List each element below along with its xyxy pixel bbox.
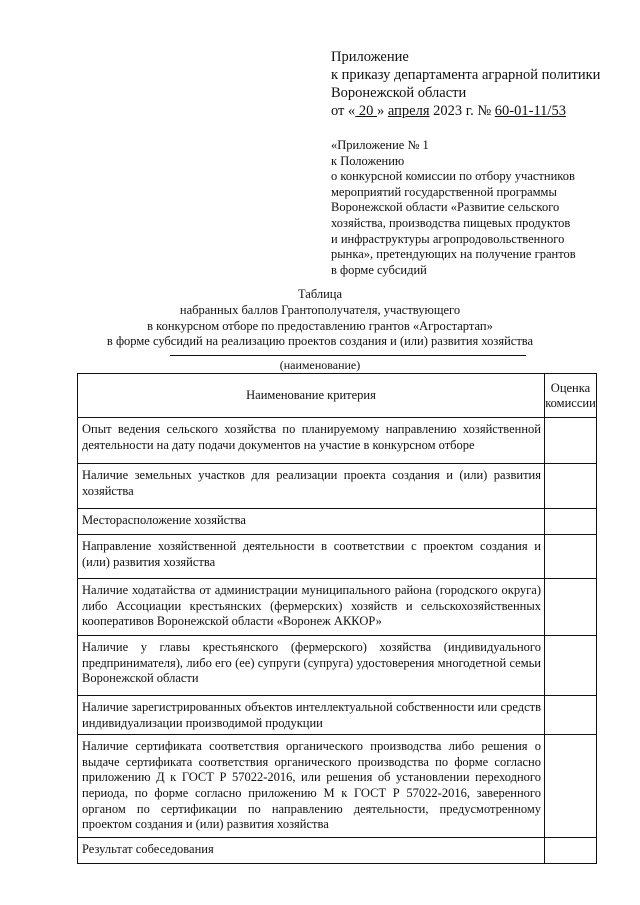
date-day: 20 <box>355 103 378 119</box>
table-row <box>78 735 597 838</box>
criterion-cell: Наличие зарегистрированных объектов интеллектуальной собственности или средств индивидуализации производимой продукции <box>78 696 545 735</box>
title-line: в конкурсном отборе по предоставлению грантов «Агростартап» <box>147 318 493 333</box>
appendix-line: о конкурсной комиссии по отбору участников <box>331 169 575 184</box>
criteria-table <box>77 373 597 864</box>
score-cell[interactable] <box>545 509 597 535</box>
date-prefix: от « <box>331 103 356 119</box>
table-row <box>78 509 597 535</box>
title-line: Таблица <box>297 287 343 301</box>
date-mid: » <box>377 103 388 119</box>
score-cell[interactable] <box>545 838 597 864</box>
date-year: 2023 г. № <box>429 103 495 119</box>
score-cell[interactable] <box>545 579 597 636</box>
table-header-row <box>78 374 597 418</box>
table-title <box>0 287 640 350</box>
col-score-header <box>545 374 597 418</box>
score-cell[interactable] <box>545 735 597 838</box>
criterion-cell: Результат собеседования <box>78 838 545 864</box>
score-cell[interactable] <box>545 636 597 696</box>
appendix-line: рынка», претендующих на получение грантов <box>331 247 576 262</box>
criterion-cell: Опыт ведения сельского хозяйства по планируемому направлению хозяйственной деятельности на дату подачи документов на участие в конкурсном отборе <box>78 418 545 464</box>
date-month: апреля <box>387 103 430 119</box>
criterion-cell: Наличие у главы крестьянского (фермерского) хозяйства (индивидуального предпринимателя), либо его (ее) супруги (супруга) удостоверения многодетной семьи Воронежской области <box>78 636 545 696</box>
table-row <box>78 838 597 864</box>
score-cell[interactable] <box>545 696 597 735</box>
table-row <box>78 696 597 735</box>
appendix-line: Воронежской области «Развитие сельского <box>331 200 560 215</box>
name-caption: (наименование) <box>279 358 361 372</box>
score-header-line-1: Оценка <box>550 380 591 395</box>
table-row <box>78 464 597 509</box>
title-line: набранных баллов Грантополучателя, участвующего <box>179 302 461 317</box>
appendix-block <box>331 138 576 278</box>
appendix-line: мероприятий государственной программы <box>331 184 557 199</box>
header-line-1: Приложение <box>331 49 409 65</box>
title-line: в форме субсидий на реализацию проектов создания и (или) развития хозяйства <box>106 334 534 349</box>
criterion-cell: Наличие ходатайства от администрации муниципального района (городского округа) либо Ассоциации крестьянских (фермерских) хозяйств и сельскохозяйственных кооперативов Воронежской области «Воронеж АККОР» <box>78 579 545 636</box>
order-header <box>331 48 600 120</box>
order-date-line <box>331 102 600 120</box>
appendix-line: и инфраструктуры агропродовольственного <box>331 231 565 246</box>
header-line-2: к приказу департамента аграрной политики <box>331 67 601 83</box>
table-row <box>78 418 597 464</box>
score-cell[interactable] <box>545 464 597 509</box>
col-criterion-header: Наименование критерия <box>78 374 545 418</box>
name-underline <box>170 355 526 356</box>
criterion-cell: Направление хозяйственной деятельности в соответствии с проектом создания и (или) развития хозяйства <box>78 535 545 579</box>
score-header-line-2: комиссии <box>545 395 596 410</box>
table-row <box>78 579 597 636</box>
appendix-line: хозяйства, производства пищевых продуктов <box>331 215 571 230</box>
appendix-line: «Приложение № 1 <box>331 138 429 152</box>
appendix-line: в форме субсидий <box>331 262 427 277</box>
header-line-3: Воронежской области <box>331 85 467 101</box>
table-row <box>78 535 597 579</box>
appendix-line: к Положению <box>331 153 405 168</box>
score-cell[interactable] <box>545 535 597 579</box>
order-number: 60-01-11/53 <box>494 103 566 119</box>
criterion-cell: Месторасположение хозяйства <box>78 509 545 535</box>
criterion-cell: Наличие сертификата соответствия органического производства либо решения о выдаче сертификата соответствия органического производства по форме согласно приложению Д к ГОСТ Р 57022-2016, или решения об установлении переходного периода, по форме согласно приложению М к ГОСТ Р 57022-2016, заверенного органом по сертификации по направлению деятельности, предусмотренному проектом создания и (или) развития хозяйства <box>78 735 545 838</box>
criterion-cell: Наличие земельных участков для реализации проекта создания и (или) развития хозяйства <box>78 464 545 509</box>
score-cell[interactable] <box>545 418 597 464</box>
table-row <box>78 636 597 696</box>
